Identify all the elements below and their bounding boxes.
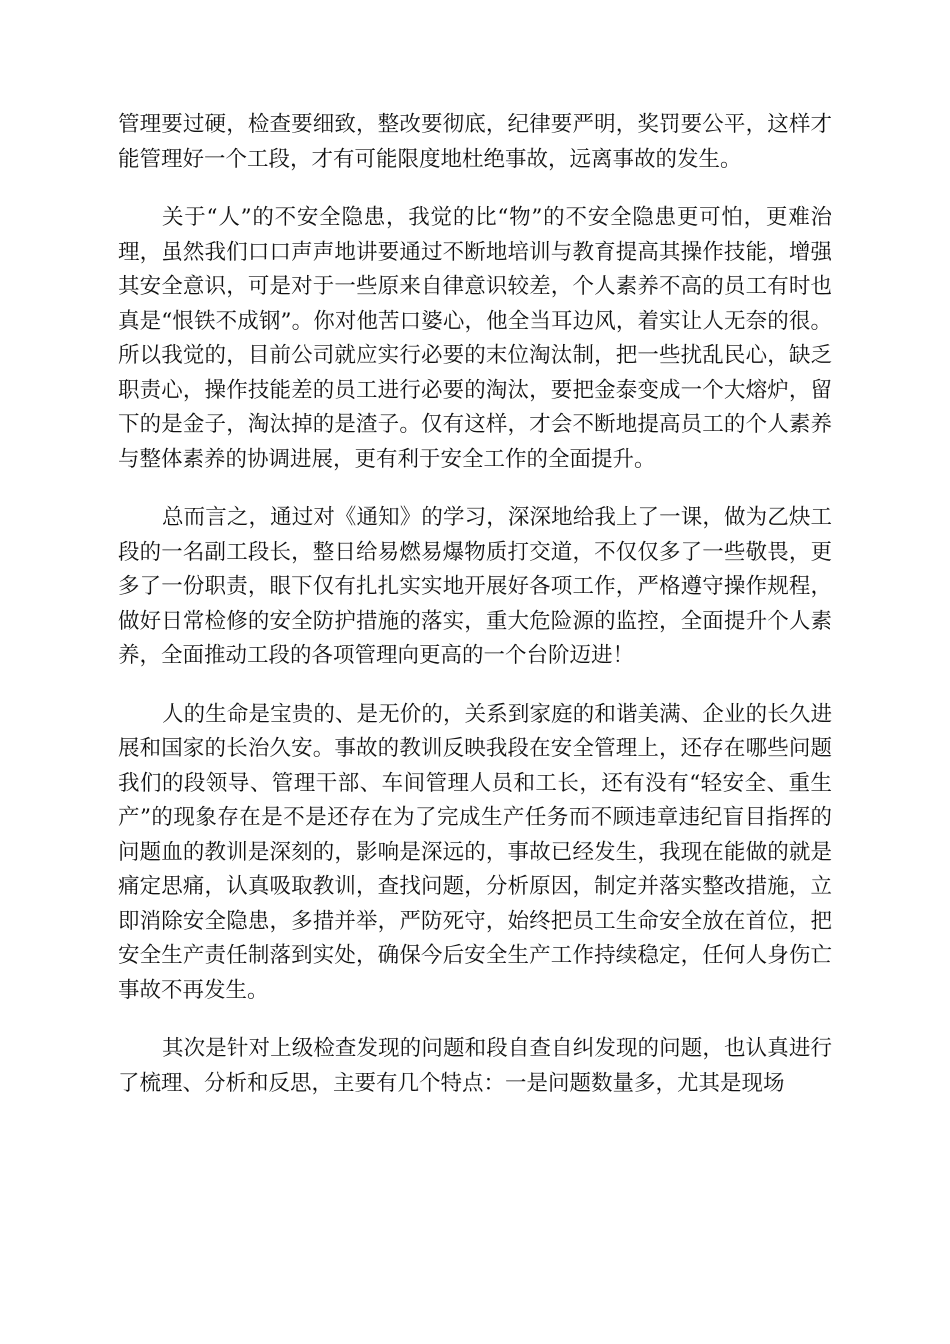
document-body: [118, 108, 832, 1101]
paragraph-2: 关于“人”的不安全隐患，我觉的比“物”的不安全隐患更可怕，更难治理，虽然我们口口声声地讲要通过不断地培训与教育提高其操作技能，增强其安全意识，可是对于一些原来自律意识较差，个人素养不高的员工有时也真是“恨铁不成钢”。你对他苦口婆心，他全当耳边风，着实让人无奈的很。所以我觉的，目前公司就应实行必要的末位淘汰制，把一些扰乱民心，缺乏职责心，操作技能差的员工进行必要的淘汰，要把金泰变成一个大熔炉，留下的是金子，淘汰掉的是渣子。仅有这样，才会不断地提高员工的个人素养与整体素养的协调进展，更有利于安全工作的全面提升。: [118, 205, 832, 472]
paragraph-4: 人的生命是宝贵的、是无价的，关系到家庭的和谐美满、企业的长久进展和国家的长治久安。事故的教训反映我段在安全管理上，还存在哪些问题我们的段领导、管理干部、车间管理人员和工长，还有没有“轻安全、重生产”的现象存在是不是还存在为了完成生产任务而不顾违章违纪盲目指挥的问题血的教训是深刻的，影响是深远的，事故已经发生，我现在能做的就是痛定思痛，认真吸取教训，查找问题，分析原因，制定并落实整改措施，立即消除安全隐患，多措并举，严防死守，始终把员工生命安全放在首位，把安全生产责任制落到实处，确保今后安全生产工作持续稳定，任何人身伤亡事故不再发生。: [118, 701, 832, 1003]
paragraph-1: 管理要过硬，检查要细致，整改要彻底，纪律要严明，奖罚要公平，这样才能管理好一个工段，才有可能限度地杜绝事故，远离事故的发生。: [118, 112, 832, 172]
paragraph-3: 总而言之，通过对《通知》的学习，深深地给我上了一课，做为乙炔工段的一名副工段长，整日给易燃易爆物质打交道，不仅仅多了一些敬畏，更多了一份职责，眼下仅有扎扎实实地开展好各项工作，严格遵守操作规程，做好日常检修的安全防护措施的落实，重大危险源的监控，全面提升个人素养，全面推动工段的各项管理向更高的一个台阶迈进！: [118, 505, 832, 668]
paragraph-5: 其次是针对上级检查发现的问题和段自查自纠发现的问题，也认真进行了梳理、分析和反思，主要有几个特点：一是问题数量多，尤其是现场: [118, 1036, 832, 1096]
